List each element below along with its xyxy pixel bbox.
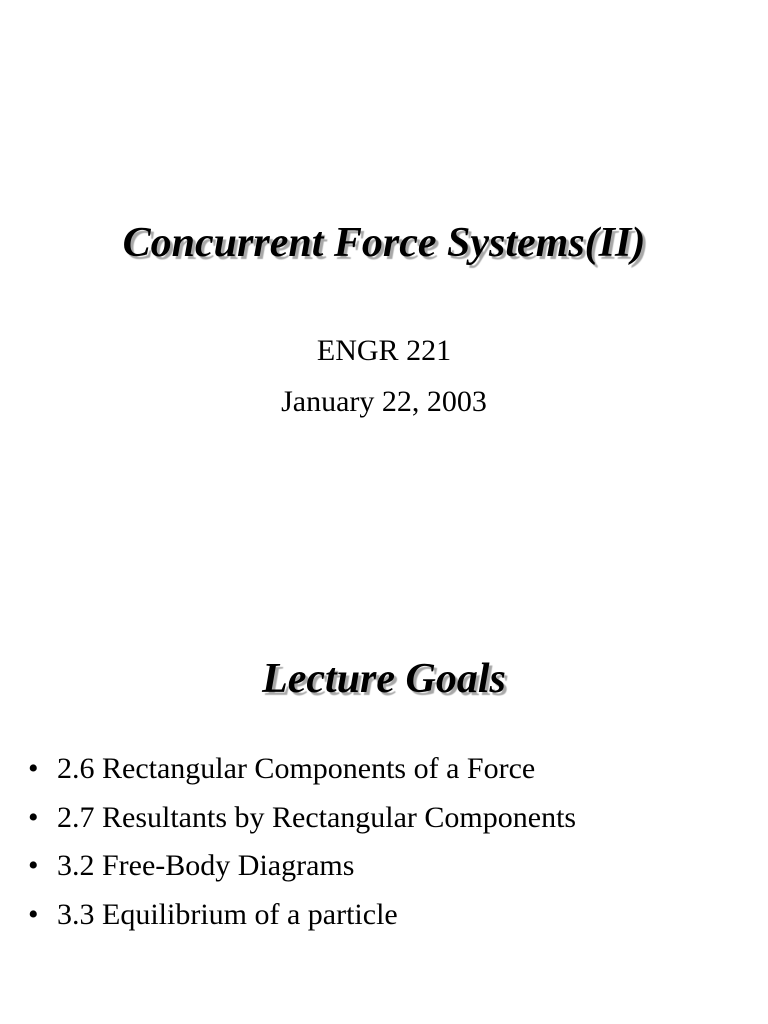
course-code: ENGR 221 [316, 334, 452, 367]
list-item [0, 898, 768, 947]
goal-text: 3.2 Free-Body Diagrams [57, 849, 355, 882]
bullet-icon: • [28, 897, 39, 931]
bullet-icon: • [28, 752, 39, 785]
goal-text: 2.7 Resultants by Rectangular Components [57, 800, 577, 834]
list-item [0, 849, 768, 898]
goal-text: 3.3 Equilibrium of a particle [57, 897, 398, 931]
goals-title: Lecture Goals [262, 656, 506, 702]
lecture-date: January 22, 2003 [281, 385, 487, 418]
bullet-icon: • [28, 849, 39, 882]
slide-title: Concurrent Force Systems(II) [122, 220, 646, 266]
goals-slide [0, 512, 768, 1024]
goals-list [0, 752, 768, 946]
goal-text: 2.6 Rectangular Components of a Force [57, 752, 536, 785]
list-item [0, 801, 768, 850]
bullet-icon: • [28, 800, 39, 834]
list-item [0, 752, 768, 801]
